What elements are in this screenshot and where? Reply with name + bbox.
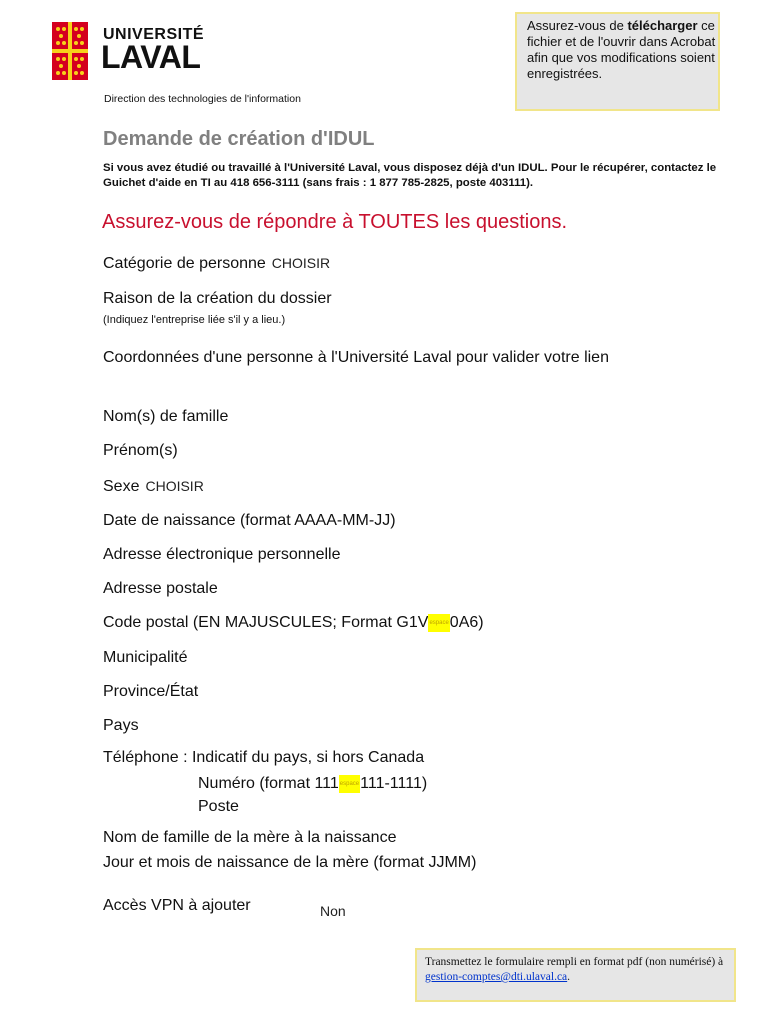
code-postal-label-a: Code postal (EN MAJUSCULES; Format G1V bbox=[103, 614, 429, 632]
numero-label-a: Numéro (format 111 bbox=[198, 775, 339, 793]
field-categorie bbox=[103, 255, 330, 273]
adresse-label: Adresse postale bbox=[103, 580, 218, 597]
telephone-label: Téléphone : Indicatif du pays, si hors Canada bbox=[103, 749, 425, 766]
field-sexe bbox=[103, 478, 204, 496]
courriel-label: Adresse électronique personnelle bbox=[103, 546, 341, 563]
download-notice-bold: télécharger bbox=[627, 18, 698, 33]
poste-label: Poste bbox=[198, 798, 239, 815]
form-title: Demande de création d'IDUL bbox=[103, 128, 375, 150]
code-postal-label-b: 0A6) bbox=[449, 614, 484, 632]
answer-all-warning: Assurez-vous de répondre à TOUTES les questions. bbox=[102, 211, 568, 233]
intro-paragraph: Si vous avez étudié ou travaillé à l'Université Laval, vous disposez déjà d'un IDUL. Pour le récupérer, contactez le Guichet d'aide en TI au 418 656-3111 (sans frais : 1 877 785-2825, poste 403111). bbox=[103, 162, 717, 189]
vpn-select[interactable]: Non bbox=[320, 903, 346, 919]
nom-label: Nom(s) de famille bbox=[103, 408, 229, 425]
submit-notice-end: . bbox=[567, 971, 571, 983]
prenom-label: Prénom(s) bbox=[103, 442, 178, 459]
download-notice-prefix: Assurez-vous de bbox=[527, 18, 628, 33]
espace-highlight-phone: espace bbox=[339, 775, 360, 793]
submit-notice-text: Transmettez le formulaire rempli en format pdf (non numérisé) à bbox=[425, 956, 724, 968]
categorie-select[interactable]: CHOISIR bbox=[271, 255, 331, 271]
download-notice-box bbox=[515, 12, 720, 111]
field-code-postal bbox=[103, 614, 484, 632]
categorie-label: Catégorie de personne bbox=[103, 255, 266, 272]
download-notice-rest: ce fichier et de l'ouvrir dans Acrobat afin que vos modifications soient enregistrées. bbox=[527, 18, 716, 81]
mere-nom-label: Nom de famille de la mère à la naissance bbox=[103, 829, 397, 846]
universite-laval-shield-logo bbox=[52, 22, 88, 80]
raison-label: Raison de la création du dossier bbox=[103, 290, 332, 307]
espace-highlight: espace bbox=[428, 614, 449, 632]
naissance-label: Date de naissance (format AAAA-MM-JJ) bbox=[103, 512, 396, 529]
submit-notice-box bbox=[415, 948, 736, 1002]
logo-text-laval: LAVAL bbox=[101, 39, 201, 75]
numero-label-b: 111-1111) bbox=[360, 775, 428, 793]
municipalite-label: Municipalité bbox=[103, 649, 188, 666]
sexe-label: Sexe bbox=[103, 478, 140, 495]
coordonnees-label: Coordonnées d'une personne à l'Université Laval pour valider votre lien bbox=[103, 349, 609, 366]
mere-date-label: Jour et mois de naissance de la mère (format JJMM) bbox=[103, 854, 477, 871]
pays-label: Pays bbox=[103, 717, 139, 734]
province-label: Province/État bbox=[103, 683, 199, 700]
logo-text-universite: UNIVERSITÉ bbox=[103, 26, 205, 43]
vpn-label: Accès VPN à ajouter bbox=[103, 897, 251, 914]
raison-hint: (Indiquez l'entreprise liée s'il y a lieu.) bbox=[103, 314, 286, 326]
field-numero bbox=[198, 775, 427, 793]
sexe-select[interactable]: CHOISIR bbox=[145, 478, 204, 494]
department-name: Direction des technologies de l'information bbox=[104, 93, 301, 105]
submit-email-link[interactable]: gestion-comptes@dti.ulaval.ca bbox=[425, 971, 568, 983]
